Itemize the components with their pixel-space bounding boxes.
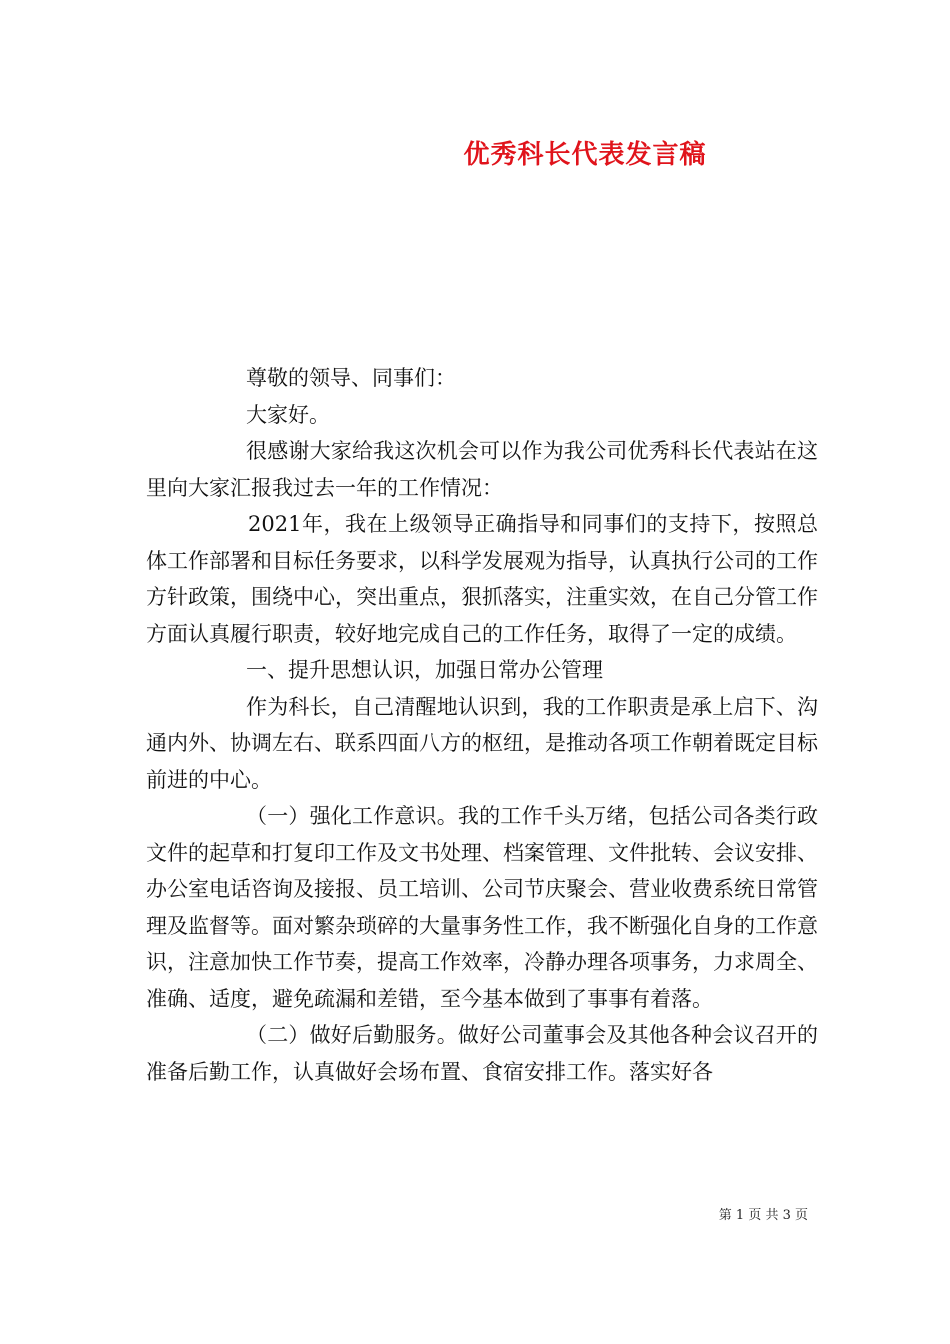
salutation: 尊敬的领导、同事们：: [246, 366, 456, 390]
document-title-text: 优秀科长代表发言稿: [463, 140, 707, 170]
paragraph-summary: 2021年，我在上级领导正确指导和同事们的支持下，按照总体工作部署和目标任务要求，以科学发展观为指导，认真执行公司的工作方针政策，围绕中心，突出重点，狠抓落实，注重实效，在自己分管工作方面认真履行职责，较好地完成自己的工作任务，取得了一定的成绩。: [146, 512, 818, 646]
section-heading-1: 一、提升思想认识，加强日常办公管理: [246, 658, 603, 682]
document-body: [146, 360, 818, 1090]
greeting: 大家好。: [246, 402, 330, 427]
page-number-footer: 第 1 页 共 3 页: [718, 1208, 808, 1223]
document-title: [0, 134, 950, 171]
paragraph-logistics: （二）做好后勤服务。做好公司董事会及其他各种会议召开的准备后勤工作，认真做好会场布置、食宿安排工作。落实好各: [146, 1023, 818, 1084]
paragraph-role: 作为科长，自己清醒地认识到，我的工作职责是承上启下、沟通内外、协调左右、联系四面八方的枢纽，是推动各项工作朝着既定目标前进的中心。: [146, 694, 818, 792]
paragraph-intro: 很感谢大家给我这次机会可以作为我公司优秀科长代表站在这里向大家汇报我过去一年的工作情况：: [146, 439, 818, 500]
paragraph-work-awareness: （一）强化工作意识。我的工作千头万绪，包括公司各类行政文件的起草和打复印工作及文书处理、档案管理、文件批转、会议安排、办公室电话咨询及接报、员工培训、公司节庆聚会、营业收费系统日常管理及监督等。面对繁杂琐碎的大量事务性工作，我不断强化自身的工作意识，注意加快工作节奏，提高工作效率，冷静办理各项事务，力求周全、准确、适度，避免疏漏和差错，至今基本做到了事事有着落。: [146, 804, 818, 1011]
